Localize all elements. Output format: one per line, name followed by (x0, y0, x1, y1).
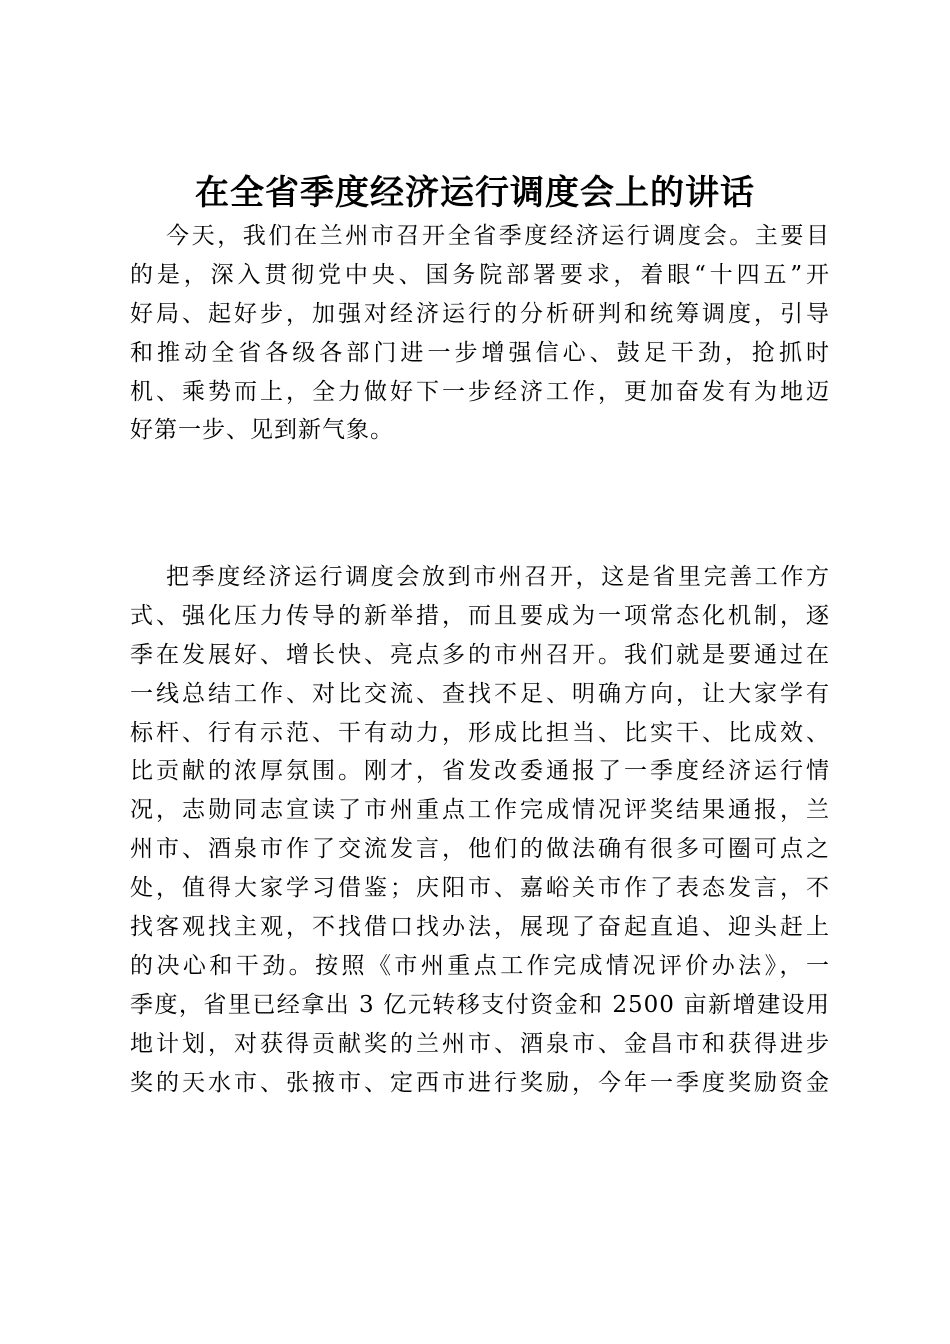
paragraph-line: 处，值得大家学习借鉴；庆阳市、嘉峪关市作了表态发言，不 (130, 875, 830, 902)
paragraph-line: 的是，深入贯彻党中央、国务院部署要求，着眼“十四五”开 (130, 261, 830, 288)
paragraph-line: 州市、酒泉市作了交流发言，他们的做法确有很多可圈可点之 (130, 836, 830, 863)
paragraph-line: 机、乘势而上，全力做好下一步经济工作，更加奋发有为地迈 (130, 378, 830, 405)
paragraph-1 (130, 217, 830, 450)
paragraph-line: 找客观找主观，不找借口找办法，展现了奋起直追、迎头赶上 (130, 914, 830, 941)
paragraph-line: 式、强化压力传导的新举措，而且要成为一项常态化机制，逐 (130, 602, 830, 629)
paragraph-line: 季在发展好、增长快、亮点多的市州召开。我们就是要通过在 (130, 641, 830, 668)
paragraph-line: 好局、起好步，加强对经济运行的分析研判和统筹调度，引导 (130, 300, 830, 327)
paragraph-line: 地计划，对获得贡献奖的兰州市、酒泉市、金昌市和获得进步 (130, 1030, 830, 1057)
paragraph-line: 把季度经济运行调度会放到市州召开，这是省里完善工作方 (166, 564, 830, 590)
paragraph-line: 比贡献的浓厚氛围。刚才，省发改委通报了一季度经济运行情 (130, 758, 830, 785)
paragraph-line: 的决心和干劲。按照《市州重点工作完成情况评价办法》，一 (130, 952, 830, 979)
paragraph-line: 好第一步、见到新气象。 (130, 417, 394, 444)
document-title: 在全省季度经济运行调度会上的讲话 (195, 173, 755, 213)
paragraph-line: 季度，省里已经拿出 3 亿元转移支付资金和 2500 亩新增建设用 (130, 991, 830, 1018)
paragraph-line: 况，志勋同志宣读了市州重点工作完成情况评奖结果通报，兰 (130, 797, 830, 824)
paragraph-line: 标杆、行有示范、干有动力，形成比担当、比实干、比成效、 (130, 719, 830, 746)
paragraph-line: 今天，我们在兰州市召开全省季度经济运行调度会。主要目 (166, 223, 830, 249)
paragraph-line: 一线总结工作、对比交流、查找不足、明确方向，让大家学有 (130, 680, 830, 707)
paragraph-line: 奖的天水市、张掖市、定西市进行奖励，今年一季度奖励资金 (130, 1069, 830, 1096)
paragraph-line: 和推动全省各级各部门进一步增强信心、鼓足干劲，抢抓时 (130, 339, 830, 366)
paragraph-2 (130, 558, 830, 1102)
